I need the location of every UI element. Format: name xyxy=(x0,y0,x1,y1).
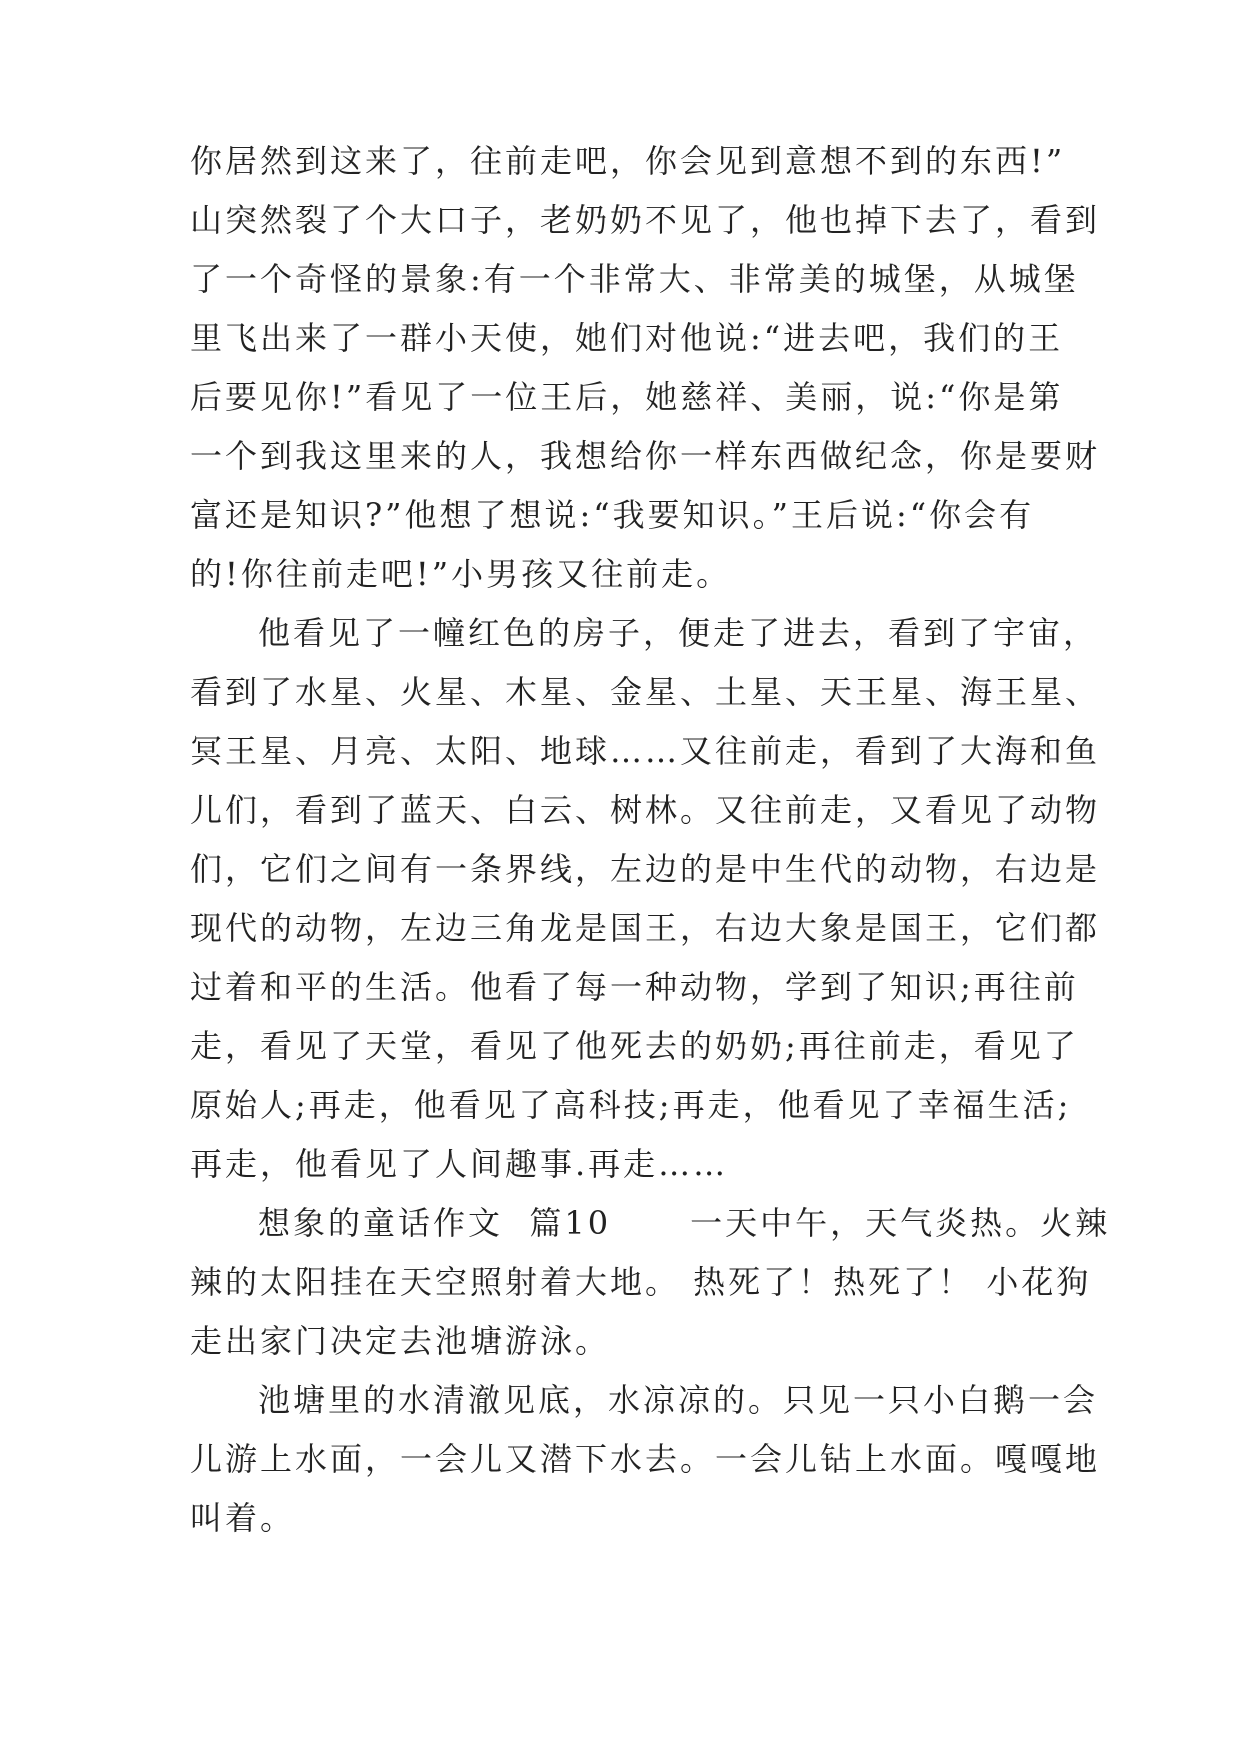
text-line: 走出家门决定去池塘游泳。 xyxy=(190,1322,611,1360)
text-line: 了一个奇怪的景象:有一个非常大、非常美的城堡，从城堡 xyxy=(190,260,1079,298)
text-line: 现代的动物，左边三角龙是国王，右边大象是国王，它们都 xyxy=(190,909,1101,947)
text-line: 看到了水星、火星、木星、金星、土星、天王星、海王星、 xyxy=(190,673,1101,711)
text-line: 一个到我这里来的人，我想给你一样东西做纪念，你是要财 xyxy=(190,437,1101,475)
paragraph-start-line: 池塘里的水清澈见底，水凉凉的。只见一只小白鹅一会 xyxy=(258,1381,1099,1419)
document-page xyxy=(190,132,1111,1548)
text-line: 叫着。 xyxy=(190,1499,296,1537)
section-heading-line: 想象的童话作文 篇10 一天中午，天气炎热。火辣 xyxy=(258,1204,1111,1242)
text-line: 过着和平的生活。他看了每一种动物，学到了知识;再往前 xyxy=(190,968,1079,1006)
text-line: 走，看见了天堂，看见了他死去的奶奶;再往前走，看见了 xyxy=(190,1027,1079,1065)
text-line: 们，它们之间有一条界线，左边的是中生代的动物，右边是 xyxy=(190,850,1101,888)
text-line: 里飞出来了一群小天使，她们对他说:“进去吧，我们的王 xyxy=(190,319,1064,357)
text-line: 原始人;再走，他看见了高科技;再走，他看见了幸福生活; xyxy=(190,1086,1072,1124)
text-line: 山突然裂了个大口子，老奶奶不见了，他也掉下去了，看到 xyxy=(190,201,1101,239)
text-line: 再走，他看见了人间趣事.再走…… xyxy=(190,1145,729,1183)
text-line: 后要见你!”看见了一位王后，她慈祥、美丽，说:“你是第 xyxy=(190,378,1064,416)
text-line: 冥王星、月亮、太阳、地球……又往前走，看到了大海和鱼 xyxy=(190,732,1101,770)
text-line: 富还是知识?”他想了想说:“我要知识。”王后说:“你会有 xyxy=(190,496,1035,534)
text-line: 辣的太阳挂在天空照射着大地。 热死了！热死了！ 小花狗 xyxy=(190,1263,1092,1301)
text-line: 儿们，看到了蓝天、白云、树林。又往前走，又看见了动物 xyxy=(190,791,1101,829)
text-line: 儿游上水面，一会儿又潜下水去。一会儿钻上水面。嘎嘎地 xyxy=(190,1440,1101,1478)
paragraph-start-line: 他看见了一幢红色的房子，便走了进去，看到了宇宙， xyxy=(258,614,1099,652)
text-line: 的!你往前走吧!”小男孩又往前走。 xyxy=(190,555,732,593)
text-line: 你居然到这来了，往前走吧，你会见到意想不到的东西!” xyxy=(190,142,1066,180)
